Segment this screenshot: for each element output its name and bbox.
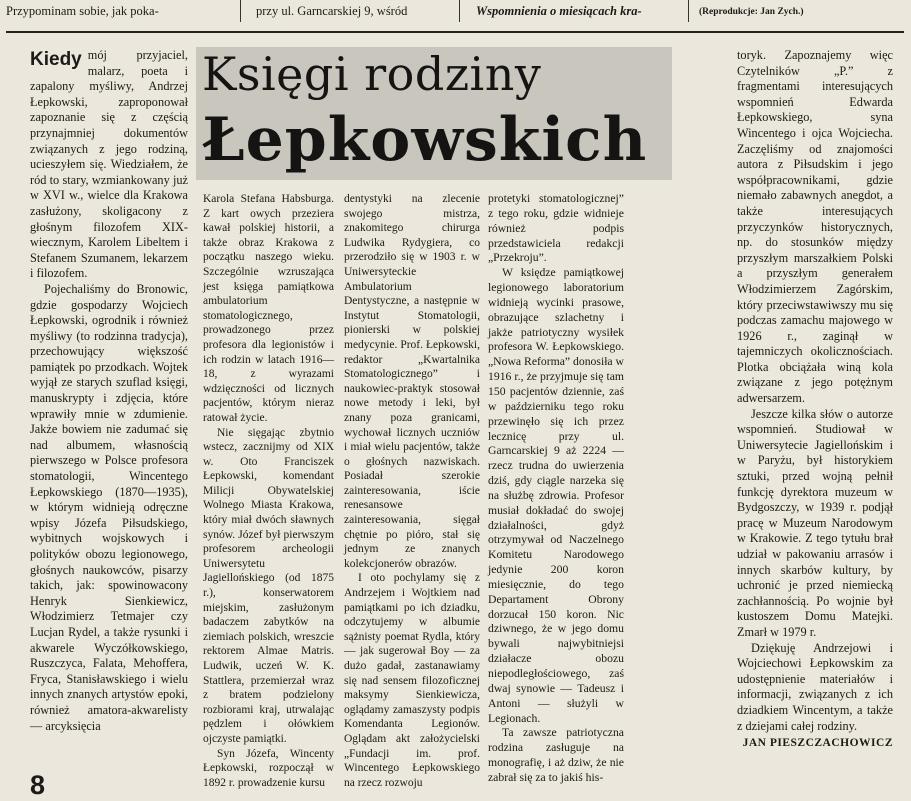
prev-photo-credit: (Reprodukcje: Jan Zych.) <box>699 7 804 17</box>
column-5-paragraph-2: Jeszcze kilka słów o autorze wspomnień. Studiował w Uniwersytecie Jagiellońskim i w Paryżu, był historykiem sztuki, przed wojną pełnił funkcję dyrektora muzeum w Bydgoszczy, w 1939 r. podjął pracę w Muzeum Narodowym w Krakowie. Z tego tytułu brał udział w pakowaniu arrasów i innych skarbów kultury, by uchronić je przed niemiecką zachłannością. Po wojnie był kustoszem Domu Matejki. Zmarł w 1979 r. <box>737 406 893 639</box>
article-column-5 <box>737 48 893 752</box>
column-5-paragraph-1: toryk. Zapoznajemy więc Czytelników „P.” z fragmentami interesujących wspomnień Edwarda Łepkowskiego, syna Wincentego i ojca Wojciecha. Zaczęliśmy od znajomości autora z Piłsudskim i jego współpracownikami, gdzie niemało zabawnych anegdot, a także interesujących przyczynków historycznych, np. do stosunków między przyszłym marszałkiem Polski a przyszłym generałem Włodzimierzem Zagórskim, który przeciwstawiwszy mu się podczas zamachu majowego w 1926 r., zaginął w tajemniczych okolicznościach. Plotka obciążała winą kola związane z jego potężnym adwersarzem. <box>737 48 893 406</box>
prev-col1-line: Przypominam sobie, jak poka- <box>6 4 159 18</box>
prev-col2-line: przy ul. Garncarskiej 9, wśród <box>256 4 408 18</box>
column-divider <box>240 0 241 22</box>
title-line-2: Łepkowskich <box>202 105 648 175</box>
column-divider <box>459 0 460 22</box>
title-line-1: Księgi rodziny <box>202 47 542 101</box>
column-2-paragraph-1: Karola Stefana Habsburga. Z kart owych przeziera kawał polskiej historii, a także obraz Krakowa z początku naszego wieku. Szczególnie wzruszająca jest księga pamiątkowa ambulatorium stomatologicznego, prowadzonego przez profesora dla legionistów i ich rodzin w latach 1916—18, z wyrazami wdzięczności od licznych pacjentów, którym nieraz ratował życie. <box>203 193 334 424</box>
article-column-4 <box>488 192 624 786</box>
lead-word: Kiedy <box>30 49 82 70</box>
page-number: 8 <box>30 770 46 800</box>
column-4-paragraph-2: W księdze pamiątkowej legionowego laboratorium widnieją wycinki prasowe, obrazujące szlachetny i jakże patriotyczny wysiłek profesora W. Łepkowskiego. „Nowa Reforma” donosiła w 1916 r., że przyjmuje się tam 150 pacjentów dziennie, zaś w październiku tego roku przewinęło się ich przez lecznicę przy ul. Garncarskiej 9 aż 2224 — rzecz trudna do uwierzenia dziś, gdy ciągle narzeka się na służbę zdrowia. Profesor musiał dokładać do swojej działalności, gdyż otrzymywał od Naczelnego Komitetu Narodowego jedynie 200 koron miesięcznie, do tego Departament Obrony dorzucał 150 koron. Nic dziwnego, że w jego domu bywali najwybitniejsi działacze obozu niepodległościowego, zaś dwaj synowie — Tadeusz i Antoni — służyli w Legionach. <box>488 266 624 725</box>
column-1-paragraph-1: mój przyjaciel, malarz, poeta i zapalony myśliwy, Andrzej Łepkowski, zaproponował zapoznanie się z częścią przynajmniej dokumentów związanych z jego rodziną, ucieszyłem się. Wiedziałem, że ród to stary, wzmiankowany już w XVI w., wielce dla Krakowa zasłużony, skoligacony z głośnym filozofem XIX-wiecznym, Karolem Libeltem i Stefanem Szumanem, lekarzem i filozofem. <box>30 48 188 281</box>
column-2-paragraph-2: Nie sięgając zbytnio wstecz, zacznijmy od XIX w. Oto Franciszek Łepkowski, komendant Milicji Obywatelskiej Wolnego Miasta Krakowa, który miał dwóch sławnych synów. Józef był pierwszym profesorem archeologii Uniwersytetu Jagiellońskiego (od 1875 r.), konserwatorem miejskim, zasłużonym badaczem zabytków na ziemiach polskich, wreszcie rektorem Almae Matris. Ludwik, uczeń W. K. Stattlera, przemierzał wraz z bratem podzielony rozbiorami kraj, utrwalając pędzlem i ołówkiem ojczyste pamiątki. <box>203 426 334 745</box>
article-title-block <box>196 47 672 180</box>
column-divider <box>688 0 689 22</box>
article-column-2 <box>203 192 334 790</box>
prev-col3-line: Wspomnienia o miesiącach kra- <box>476 4 642 18</box>
column-4-paragraph-1: protetyki stomatologicznej” z tego roku, gdzie widnieje również podpis przedstawiciela redakcji „Przekroju”. <box>488 192 624 265</box>
section-rule <box>6 31 904 33</box>
column-5-paragraph-3: Dziękuję Andrzejowi i Wojciechowi Łepkowskim za udostępnienie materiałów i informacji, związanych z ich dziadkiem Wincentym, a także z dziejami całej rodziny. <box>737 640 893 733</box>
column-3-paragraph-1: dentystyki na zlecenie swojego mistrza, znakomitego chirurga Ludwika Rydygiera, co przerodziło się w 1903 r. w Uniwersyteckie Ambulatorium Dentystyczne, a następnie w Instytut Stomatologii, pionierski w polskiej medycynie. Prof. Łepkowski, redaktor „Kwartalnika Stomatologicznego” i naukowiec-praktyk stosował nowe metody i leki, był znany poza granicami, wychował licznych uczniów i miał wielu pacjentów, także o głośnych nazwiskach. Posiadał szerokie zainteresowania, iście renesansowe zainteresowania, sięgał chętnie po pióro, stał się jednym ze znanych kolekcjonerów obrazów. <box>344 193 480 570</box>
column-4-paragraph-3: Ta zawsze patriotyczna rodzina zasługuje na monografię, i aż dziw, że nie zabrał się za to jakiś his- <box>488 726 624 784</box>
article-column-3 <box>344 192 480 790</box>
column-1-paragraph-2: Pojechaliśmy do Bronowic, gdzie gospodarzy Wojciech Łepkowski, ogrodnik i również myśliwy (to rodzinna tradycja), przechowujący większość pamiątek po przodkach. Wojtek wyjął ze starych szuflad księgi, manuskrypty i zdjęcia, które wprawiły mnie w zdumienie. Jakże bowiem nie zadumać się nad albumem, własnością pierwszego w Polsce profesora stomatologii, Wincentego Łepkowskiego (1870—1935), w którym widnieją odręczne wpisy Józefa Piłsudskiego, wybitnych wojskowych i polityków obozu legionowego, głośnych naukowców, pisarzy takich, jak: spowinowacony Henryk Sienkiewicz, Włodzimierz Tetmajer czy Lucjan Rydel, a także rysunki i akwarele Wyczółkowskiego, Ruszczyca, Falata, Mehoffera, Fryca, Stanisławskiego i wielu innych znanych artystów epoki, również amatora-akwarelisty — arcyksięcia <box>30 281 188 733</box>
column-2-paragraph-3: Syn Józefa, Wincenty Łepkowski, rozpoczął w 1892 r. prowadzenie kursu <box>203 747 334 789</box>
article-column-1 <box>30 48 188 734</box>
previous-article-strip <box>0 0 911 28</box>
author-signature: JAN PIESZCZACHOWICZ <box>742 737 893 750</box>
column-3-paragraph-2: I oto pochylamy się z Andrzejem i Wojtkiem nad pamiątkami po ich dziadku, odczytujemy w albumie sążnisty poemat Rydla, który — jak sugerował Boy — za dużo gadał, zastanawiamy się nad sensem filozoficznej maksymy Sienkiewicza, oglądamy zamaszysty podpis Komendanta Legionów. Oglądam akt założycielski „Fundacji im. prof. Wincentego Łepkowskiego na rzecz rozwoju <box>344 572 480 789</box>
